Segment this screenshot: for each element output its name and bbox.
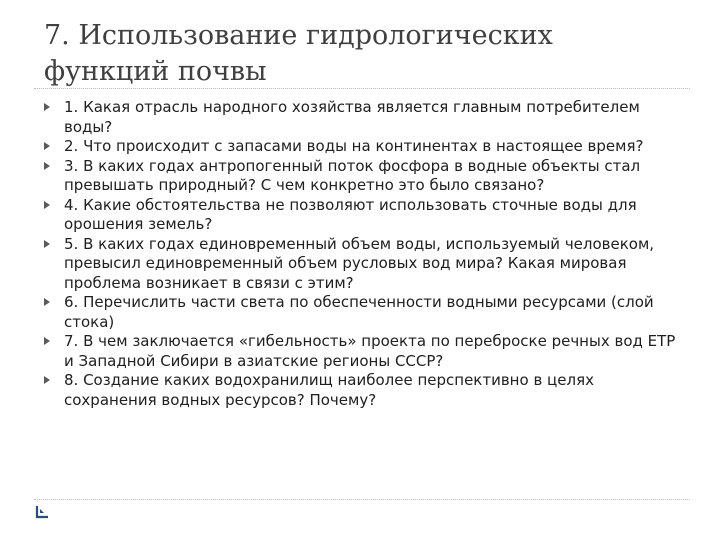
question-text: 6. Перечислить части света по обеспеченности водными ресурсами (слой стока) xyxy=(64,293,654,331)
question-text: 8. Создание каких водохранилищ наиболее перспективно в целях сохранения водных ресурсов? Почему? xyxy=(64,371,594,409)
list-item xyxy=(44,235,684,294)
list-item xyxy=(44,137,684,157)
chevron-corner-icon xyxy=(34,504,50,520)
list-item xyxy=(44,157,684,196)
list-item xyxy=(44,332,684,371)
list-item xyxy=(44,293,684,332)
triangle-right-icon xyxy=(44,298,50,306)
footer-divider xyxy=(34,499,690,500)
triangle-right-icon xyxy=(44,337,50,345)
question-list xyxy=(44,98,684,410)
triangle-right-icon xyxy=(44,162,50,170)
question-text: 5. В каких годах единовременный объем воды, используемый человеком, превысил единовременный объем русловых вод мира? Какая мировая проблема возникает в связи с этим? xyxy=(64,234,655,292)
triangle-right-icon xyxy=(44,142,50,150)
title-divider xyxy=(34,88,690,89)
triangle-right-icon xyxy=(44,240,50,248)
question-text: 3. В каких годах антропогенный поток фосфора в водные объекты стал превышать природный? С чем конкретно это было связано? xyxy=(64,156,641,194)
list-item xyxy=(44,196,684,235)
question-text: 7. В чем заключается «гибельность» проекта по переброске речных вод ЕТР и Западной Сибири в азиатские регионы СССР? xyxy=(64,332,676,370)
question-text: 4. Какие обстоятельства не позволяют использовать сточные воды для орошения земель? xyxy=(64,195,637,233)
question-text: 1. Какая отрасль народного хозяйства является главным потребителем воды? xyxy=(64,98,640,136)
triangle-right-icon xyxy=(44,103,50,111)
triangle-right-icon xyxy=(44,201,50,209)
list-item xyxy=(44,98,684,137)
question-text: 2. Что происходит с запасами воды на континентах в настоящее время? xyxy=(64,137,644,155)
triangle-right-icon xyxy=(44,376,50,384)
slide-title: 7. Использование гидрологических функций почвы xyxy=(44,20,553,87)
list-item xyxy=(44,371,684,410)
